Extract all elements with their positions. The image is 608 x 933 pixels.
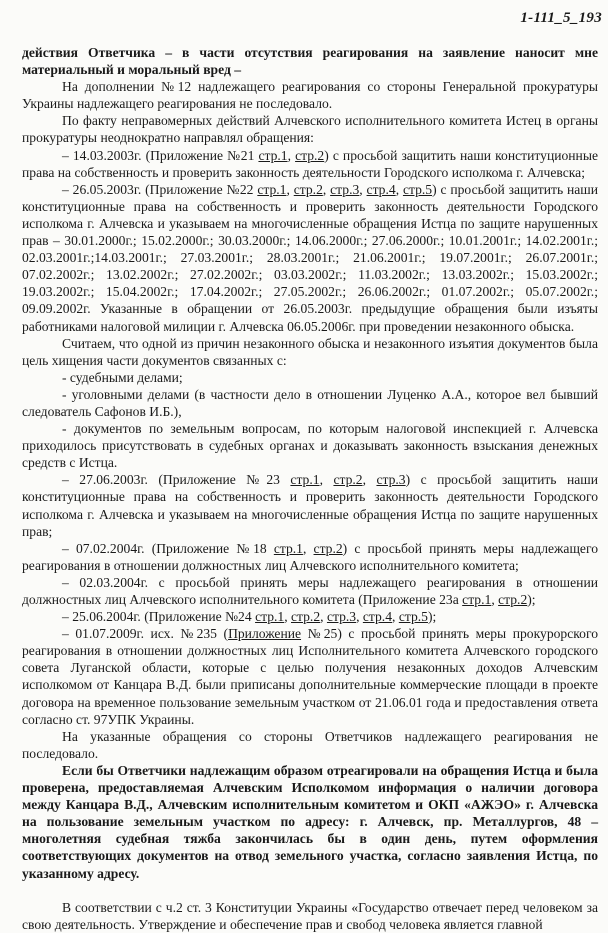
- paragraph: [22, 899, 598, 933]
- text-segment: ,: [287, 147, 296, 163]
- attachment-page-link: стр.3: [330, 181, 360, 197]
- attachment-page-link: стр.1: [462, 592, 492, 607]
- text-segment: – 25.06.2004г. (Приложение №24: [62, 609, 256, 625]
- attachment-page-link: стр.1: [257, 181, 287, 197]
- text-segment: – 07.02.2004г. (Приложение №18: [62, 540, 274, 556]
- text-segment: ,: [491, 592, 499, 607]
- text-segment: ) с просьбой принять меры надлежащего реагирования в отношении должностных лиц Алчевского исполнительного комитета;: [22, 540, 598, 573]
- text-segment: действия Ответчика – в части отсутствия реагирования на заявление наносит мне материальный и моральный вред –: [22, 45, 598, 78]
- text-segment: ,: [392, 609, 399, 625]
- text-segment: – 02.03.2004г. с просьбой принять меры надлежащего реагирования в отношении должностных лиц Алчевского исполнительного комитета (Приложение 23а: [22, 574, 598, 607]
- text-segment: – 27.06.2003г. (Приложение №23: [62, 472, 291, 488]
- text-segment: - уголовными делами (в частности дело в отношении Луценко А.А., которое вел бывший следователь Сафонов И.Б.),: [22, 386, 598, 419]
- attachment-page-link: стр.1: [290, 472, 320, 488]
- paragraph: [22, 78, 598, 112]
- attachment-page-link: стр.4: [362, 609, 393, 625]
- text-segment: ,: [302, 540, 314, 556]
- text-segment: В соответствии с ч.2 ст. 3 Конституции Украины «Государство отвечает перед человеком за свою деятельность. Утверждение и обеспечение прав и свобод человека является главной: [22, 899, 598, 932]
- text-segment: – 14.03.2003г. (Приложение №21: [62, 147, 259, 163]
- text-segment: ,: [284, 609, 291, 625]
- text-segment: На дополнении №12 надлежащего реагирования со стороны Генеральной прокуратуры Украины надлежащего реагирования не последовало.: [22, 79, 598, 112]
- text-segment: Считаем, что одной из причин незаконного обыска и незаконного изъятия документов была цель хищения части документов связанных с:: [22, 335, 598, 368]
- text-segment: - документов по земельным вопросам, по которым налоговой инспекцией г. Алчевска приходилось присутствовать в судебных органах и доказывать законность взыскания денежных средств с Истца.: [22, 421, 598, 471]
- text-segment: ) с просьбой защитить наши конституционные права на собственность и проверить законность деятельности Городского исполкома г. Алчевска и указываем на многочисленные обращения Истца по защите нарушенных прав;: [22, 472, 599, 539]
- text-segment: );: [427, 609, 437, 625]
- text-segment: №25) с просьбой принять меры прокурорского реагирования в отношении должностных лиц Исполнительного комитета Алчевского городского совета Луганской области, которые с целью получения незаконных доходов Алчевским исполкомом от Канцара В.Д. были приписаны дополнительные коммерческие площади в проекте договора на временное пользование земельным участком от 21.06.01 года и предоставления ответа согласно ст. 97УПК Украины.: [22, 626, 598, 727]
- text-segment: – 01.07.2009г. исх. №235 (: [62, 626, 229, 642]
- text-segment: – 26.05.2003г. (Приложение №22: [62, 181, 258, 197]
- text-segment: );: [527, 592, 536, 607]
- attachment-page-link: стр.2: [333, 472, 363, 488]
- paragraph: [22, 386, 598, 420]
- attachment-page-link: стр.3: [376, 472, 406, 488]
- attachment-page-link: стр.1: [255, 609, 285, 625]
- paragraph: [22, 420, 598, 471]
- paragraph: [22, 147, 598, 181]
- text-segment: - судебными делами;: [62, 369, 183, 385]
- text-segment: ) с просьбой защитить наши конституционные права на собственность и проверить законность деятельности Городского исполкома г. Алчевска;: [22, 147, 599, 180]
- attachment-page-link: стр.3: [326, 609, 357, 625]
- page-id-label: 1-111_5_193: [520, 10, 602, 26]
- paragraph: [22, 625, 598, 728]
- text-segment: ,: [319, 472, 334, 488]
- attachment-page-link: стр.5: [398, 609, 428, 625]
- paragraph: [22, 574, 598, 608]
- paragraph: [22, 540, 598, 574]
- attachment-page-link: Приложение: [228, 626, 302, 642]
- attachment-page-link: стр.2: [498, 592, 528, 607]
- attachment-page-link: стр.4: [366, 181, 396, 197]
- text-segment: ,: [362, 472, 377, 488]
- attachment-page-link: стр.2: [291, 609, 321, 625]
- document-body: [22, 44, 598, 933]
- text-segment: ,: [359, 181, 367, 197]
- text-segment: ,: [322, 181, 331, 197]
- paragraph: [22, 762, 598, 882]
- paragraph: [22, 608, 598, 625]
- text-segment: На указанные обращения со стороны Ответчиков надлежащего реагирования не последовало.: [22, 728, 598, 761]
- attachment-page-link: стр.5: [402, 181, 433, 197]
- attachment-page-link: стр.2: [293, 181, 323, 197]
- attachment-page-link: стр.1: [273, 540, 303, 556]
- attachment-page-link: стр.2: [295, 147, 325, 163]
- paragraph: [22, 335, 598, 369]
- attachment-page-link: стр.2: [313, 540, 343, 556]
- paragraph: [22, 471, 598, 539]
- attachment-page-link: стр.1: [258, 147, 288, 163]
- paragraph: [22, 112, 598, 146]
- paragraph: [22, 728, 598, 762]
- text-segment: ,: [286, 181, 294, 197]
- paragraph: [22, 369, 598, 386]
- text-segment: ,: [356, 609, 363, 625]
- text-segment: ) с просьбой защитить наши конституционные права на собственность и проверить законность деятельности Городского исполкома г. Алчевска и указываем на многочисленные обращения Истца по защите нарушенных прав – 30.01.2000г.; 15.02.2000г.; 30.03.2000г.; 14.06.2000г.; 27.06.2000г.; 10.01.2001г.; 14.02.2001г.; 02.03.2001г.;14.03.2001г.; 27.03.2001г.; 28.03.2001г.; 21.06.2001г.; 19.07.2001г.; 26.07.2001г.; 07.02.2002г.; 13.02.2002г.; 27.02.2002г.; 03.03.2002г.; 11.03.2002г.; 13.03.2002г.; 15.03.2002г.; 19.03.2002г.; 15.04.2002г.; 17.04.2002г.; 27.05.2002г.; 26.06.2002г.; 01.07.2002г.; 05.07.2002г.; 09.09.2002г. Указанные в обращении от 26.05.2003г. предыдущие обращения были изъяты работниками налоговой милиции г. Алчевска 06.05.2006г. при проведении незаконного обыска.: [22, 181, 599, 334]
- text-segment: ,: [320, 609, 327, 625]
- paragraph: [22, 44, 598, 78]
- text-segment: По факту неправомерных действий Алчевского исполнительного комитета Истец в органы прокуратуры неоднократно направлял обращения:: [22, 113, 598, 146]
- text-segment: Если бы Ответчики надлежащим образом отреагировали на обращения Истца и была проверена, предоставляемая Алчевским Исполкомом информация о наличии договора между Канцара В.Д., Алчевским исполнительным комитетом и ОКП «АЖЭО» г. Алчевска на пользование земельным участком по адресу: г. Алчевск, пр. Металлургов, 48 – многолетняя судебная тяжба закончилась бы в один день, путем оформления соответствующих документов на отвод земельного участка, согласно заявления Истца, по указанному адресу.: [22, 762, 598, 881]
- text-segment: ,: [395, 181, 403, 197]
- paragraph: [22, 181, 598, 335]
